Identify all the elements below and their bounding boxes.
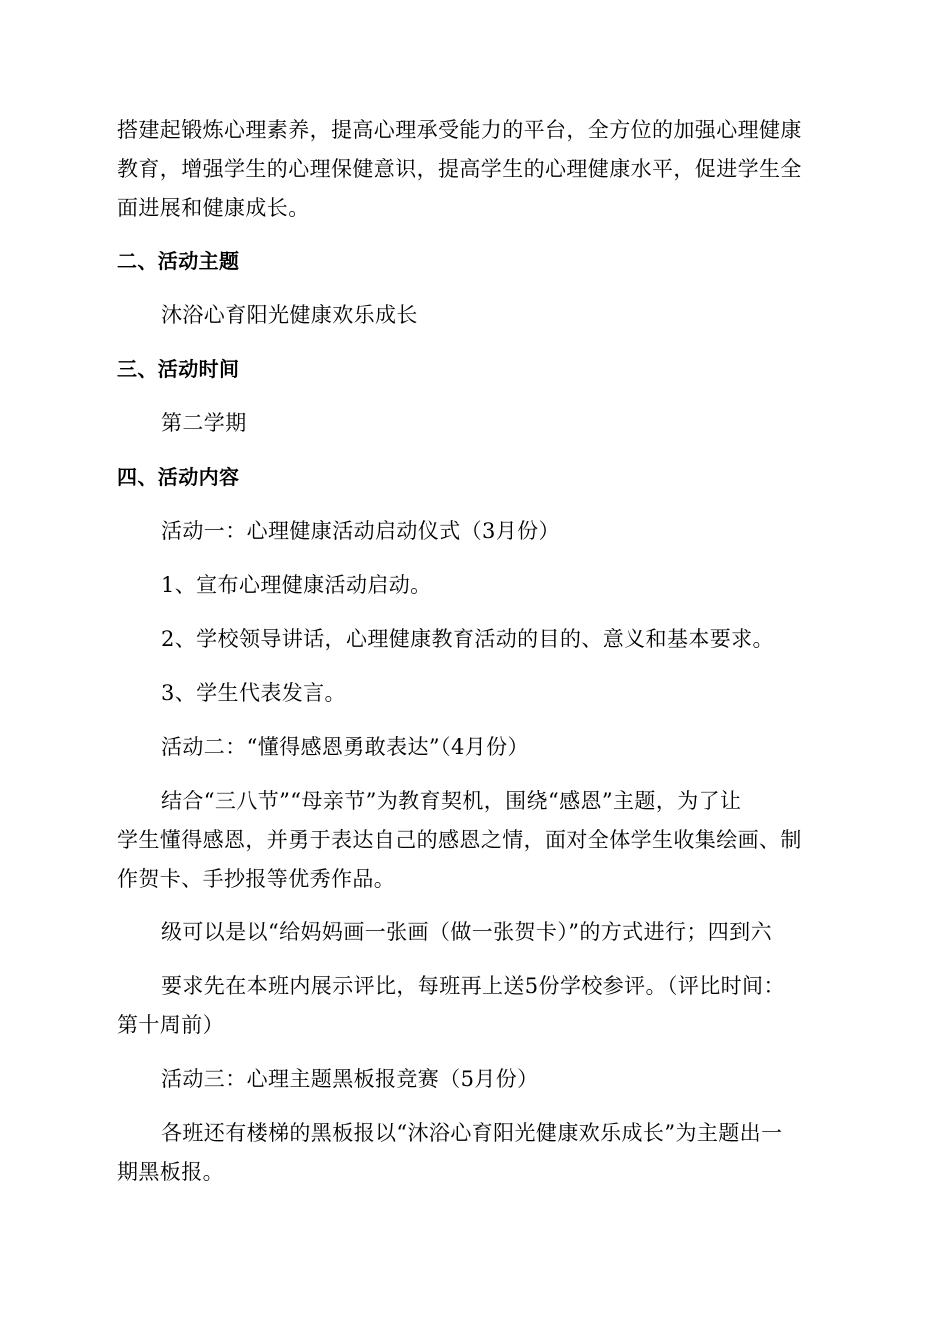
activity1-title: 活动一：心理健康活动启动仪式（3月份） bbox=[161, 519, 560, 543]
section-heading-content: 四、活动内容 bbox=[117, 465, 240, 489]
activity3-para-line-1: 各班还有楼梯的黑板报以“沐浴心育阳光健康欢乐成长”为主题出一 bbox=[161, 1121, 783, 1145]
activity3-para-line-2: 期黑板报。 bbox=[117, 1160, 224, 1184]
activity2-para1-line-1: 结合“三八节”“母亲节”为教育契机，围绕“感恩”主题，为了让 bbox=[161, 789, 742, 813]
activity2-title: 活动二：“懂得感恩勇敢表达”（4月份） bbox=[161, 735, 529, 759]
intro-line-2: 教育，增强学生的心理保健意识，提高学生的心理健康水平，促进学生全 bbox=[117, 157, 802, 181]
section-heading-theme: 二、活动主题 bbox=[117, 249, 240, 273]
intro-line-3: 面进展和健康成长。 bbox=[117, 196, 310, 220]
section-heading-time: 三、活动时间 bbox=[117, 357, 240, 381]
activity2-para1-line-3: 作贺卡、手抄报等优秀作品。 bbox=[117, 867, 396, 891]
activity1-item-1: 1、宣布心理健康活动启动。 bbox=[161, 573, 432, 597]
activity1-item-3: 3、学生代表发言。 bbox=[161, 681, 346, 705]
activity2-para3-line-1: 要求先在本班内展示评比，每班再上送5份学校参评。（评比时间： bbox=[161, 974, 785, 998]
activity2-para3-line-2: 第十周前） bbox=[117, 1013, 224, 1037]
activity3-title: 活动三：心理主题黑板报竞赛（5月份） bbox=[161, 1067, 539, 1091]
intro-line-1: 搭建起锻炼心理素养，提高心理承受能力的平台，全方位的加强心理健康 bbox=[117, 118, 802, 142]
theme-text: 沐浴心育阳光健康欢乐成长 bbox=[161, 303, 418, 327]
activity1-item-2: 2、学校领导讲话，心理健康教育活动的目的、意义和基本要求。 bbox=[161, 627, 774, 651]
time-text: 第二学期 bbox=[161, 411, 247, 435]
activity2-para2-line-1: 级可以是以“给妈妈画一张画（做一张贺卡）”的方式进行；四到六 bbox=[161, 920, 772, 944]
activity2-para1-line-2: 学生懂得感恩，并勇于表达自己的感恩之情，面对全体学生收集绘画、制 bbox=[117, 828, 802, 852]
